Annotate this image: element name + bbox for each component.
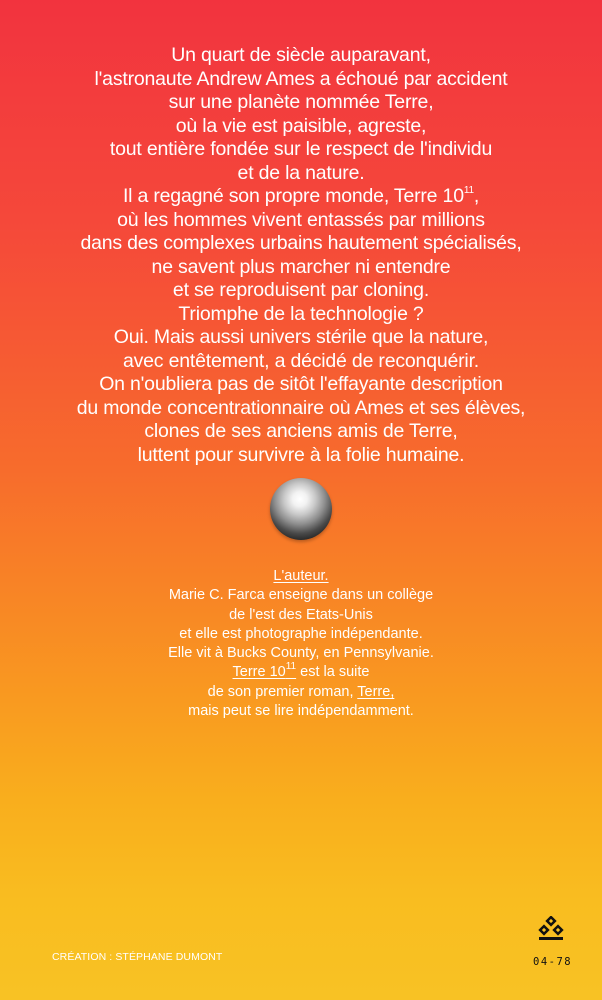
blurb-line: et de la nature. [237, 161, 365, 184]
author-line [0, 683, 602, 702]
catalog-code: 04-78 [533, 956, 573, 968]
design-credit: CRÉATION : STÉPHANE DUMONT [52, 951, 223, 963]
book-title-text: Terre 10 [232, 664, 286, 681]
publisher-logo-icon [536, 916, 566, 946]
author-line [0, 660, 602, 682]
blurb-line: ne savent plus marcher ni entendre [151, 255, 451, 278]
chrome-sphere-illustration [270, 478, 332, 540]
blurb-line: l'astronaute Andrew Ames a échoué par accident [94, 67, 508, 90]
author-line: mais peut se lire indépendamment. [188, 703, 414, 720]
author-line: de l'est des Etats-Unis [229, 606, 373, 623]
blurb-line: avec entêtement, a décidé de reconquérir. [122, 349, 480, 372]
exponent: 11 [285, 660, 297, 672]
book-title [232, 660, 297, 681]
blurb-line: tout entière fondée sur le respect de l'individu [109, 138, 493, 160]
author-text: de son premier roman, [207, 683, 358, 700]
author-heading: L'auteur. [273, 568, 329, 584]
blurb-line: Un quart de siècle auparavant, [171, 44, 431, 66]
author-line: et elle est photographe indépendante. [179, 625, 423, 642]
blurb-line: Oui. Mais aussi univers stérile que la nature, [113, 326, 489, 348]
author-bio [0, 567, 602, 721]
blurb-line: et se reproduisent par cloning. [172, 279, 430, 301]
blurb-line: luttent pour survivre à la folie humaine. [137, 443, 465, 466]
blurb-punct: , [473, 185, 480, 207]
first-novel-title: Terre, [357, 683, 395, 700]
blurb-line: On n'oubliera pas de sitôt l'effayante description [99, 373, 503, 395]
back-cover-blurb [0, 44, 602, 467]
author-line: Marie C. Farca enseigne dans un collège [168, 587, 434, 604]
blurb-line: du monde concentrationnaire où Ames et ses élèves, [76, 396, 526, 419]
blurb-line: dans des complexes urbains hautement spécialisés, [80, 232, 522, 254]
blurb-text: Il a regagné son propre monde, Terre 10 [122, 185, 464, 207]
blurb-line: où la vie est paisible, agreste, [175, 114, 427, 137]
blurb-line: où les hommes vivent entassés par millions [117, 208, 485, 231]
author-line: Elle vit à Bucks County, en Pennsylvanie. [168, 645, 434, 662]
exponent: 11 [463, 184, 474, 196]
blurb-line: clones de ses anciens amis de Terre, [144, 420, 458, 442]
author-text: est la suite [296, 664, 370, 681]
blurb-line: sur une planète nommée Terre, [168, 91, 434, 113]
blurb-line [0, 185, 602, 209]
blurb-line: Triomphe de la technologie ? [178, 302, 424, 325]
